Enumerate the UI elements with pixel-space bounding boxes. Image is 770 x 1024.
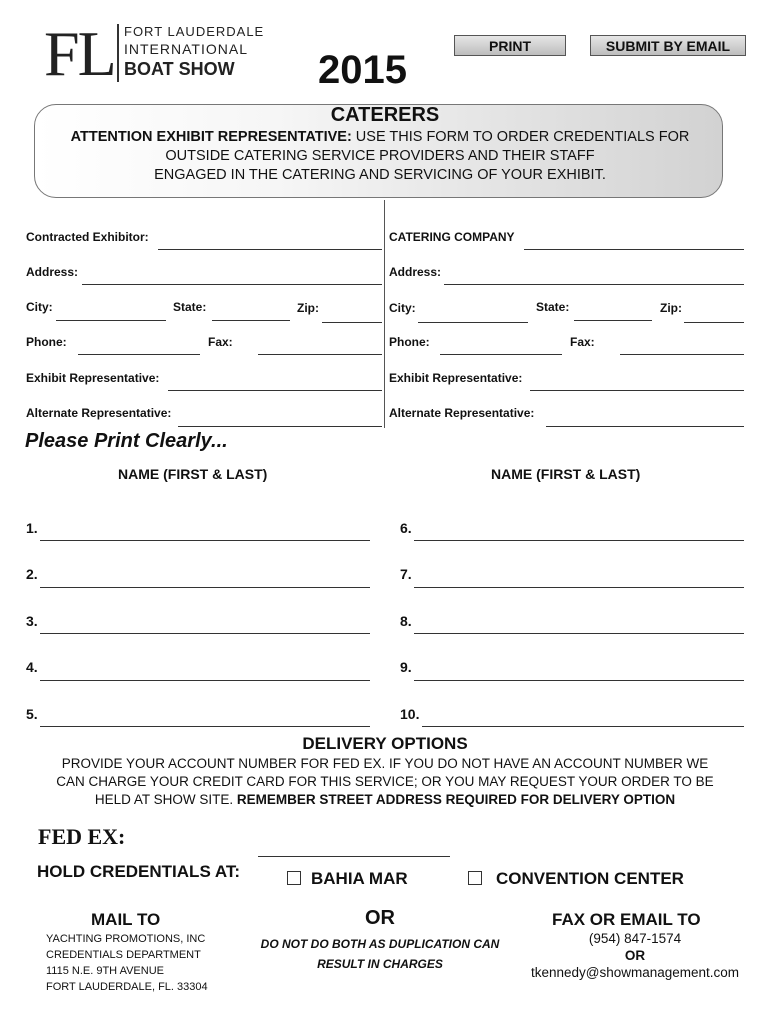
name-number: 9. [400,659,412,675]
caterer-city-field[interactable] [418,322,528,323]
name-field-10[interactable] [422,726,744,727]
caterer-exhibit-rep-field[interactable] [530,390,744,391]
fedex-label: FED EX: [38,824,126,849]
city-field[interactable] [56,320,166,321]
attention-label: ATTENTION EXHIBIT REPRESENTATIVE: [70,129,352,145]
logo-line-3: BOAT SHOW [124,59,235,79]
name-number: 6. [400,520,412,536]
fax-email-heading: FAX OR EMAIL TO [552,910,701,929]
exhibitor-field[interactable] [158,249,382,250]
mail-address [46,931,208,995]
address-line: 1115 N.E. 9TH AVENUE [46,965,164,977]
caterer-state-field[interactable] [574,320,652,321]
convention-center-checkbox[interactable] [468,871,482,885]
convention-center-label: CONVENTION CENTER [496,869,684,888]
duplication-warning-1: DO NOT DO BOTH AS DUPLICATION CAN [260,937,500,951]
name-field-2[interactable] [40,587,370,588]
form-title: CATERERS [330,104,440,126]
caterer-state-label: State: [536,300,570,314]
name-number: 4. [26,659,38,675]
names-header-right: NAME (FIRST & LAST) [491,466,641,482]
alt-rep-field[interactable] [178,426,382,427]
address-field[interactable] [82,284,382,285]
form-year: 2015 [318,48,407,92]
caterer-phone-label: Phone: [389,335,430,349]
name-number: 5. [26,706,38,722]
column-divider [384,200,385,428]
alt-rep-label: Alternate Representative: [26,406,172,420]
address-line: FORT LAUDERDALE, FL. 33304 [46,981,208,993]
delivery-line-1: PROVIDE YOUR ACCOUNT NUMBER FOR FED EX. IF YOU DO NOT HAVE AN ACCOUNT NUMBER WE [61,756,709,771]
delivery-line-2: CAN CHARGE YOUR CREDIT CARD FOR THIS SERVICE; OR YOU MAY REQUEST YOUR ORDER TO BE [56,774,714,789]
address-label: Address: [26,265,79,279]
catering-company-field[interactable] [524,249,744,250]
name-number: 10. [400,706,420,722]
fax-field[interactable] [258,354,382,355]
name-number: 2. [26,566,38,582]
print-clearly-note: Please Print Clearly... [25,430,228,452]
fax-label: Fax: [208,335,233,349]
caterer-phone-field[interactable] [440,354,562,355]
fax-number: (954) 847-1574 [588,931,682,946]
name-field-6[interactable] [414,540,744,541]
caterer-zip-field[interactable] [684,322,744,323]
address-line: YACHTING PROMOTIONS, INC [46,933,206,945]
delivery-line-3 [30,791,740,809]
names-header-left: NAME (FIRST & LAST) [118,466,268,482]
fedex-account-field[interactable] [258,856,450,857]
banner-line-2: OUTSIDE CATERING SERVICE PROVIDERS AND THEIR STAFF [165,148,595,164]
logo-line-1: FORT LAUDERDALE [124,24,265,39]
logo-mark: FL [44,18,115,89]
caterer-city-label: City: [389,301,416,315]
attention-line [40,128,720,147]
name-field-8[interactable] [414,633,744,634]
delivery-address-note: REMEMBER STREET ADDRESS REQUIRED FOR DELIVERY OPTION [236,792,676,807]
name-field-3[interactable] [40,633,370,634]
phone-field[interactable] [78,354,200,355]
duplication-warning-2: RESULT IN CHARGES [317,957,443,971]
hold-credentials-label: HOLD CREDENTIALS AT: [37,862,241,881]
submit-by-email-button[interactable]: SUBMIT BY EMAIL [590,35,746,56]
caterer-zip-label: Zip: [660,301,682,315]
name-field-7[interactable] [414,587,744,588]
logo-line-2: INTERNATIONAL [124,41,248,57]
logo-divider [117,24,119,82]
caterer-fax-field[interactable] [620,354,744,355]
state-field[interactable] [212,320,290,321]
caterer-fax-label: Fax: [570,335,595,349]
zip-field[interactable] [322,322,382,323]
name-number: 8. [400,613,412,629]
print-button[interactable]: PRINT [454,35,566,56]
exhibit-rep-label: Exhibit Representative: [26,371,160,385]
attention-text: USE THIS FORM TO ORDER CREDENTIALS FOR [351,129,690,145]
name-number: 3. [26,613,38,629]
caterer-address-label: Address: [389,265,442,279]
mail-to-heading: MAIL TO [91,910,161,929]
name-field-5[interactable] [40,726,370,727]
exhibit-rep-field[interactable] [168,390,382,391]
banner-line-3: ENGAGED IN THE CATERING AND SERVICING OF YOUR EXHIBIT. [154,167,606,183]
caterer-exhibit-rep-label: Exhibit Representative: [389,371,523,385]
address-line: CREDENTIALS DEPARTMENT [46,949,201,961]
zip-label: Zip: [297,301,319,315]
contact-email[interactable]: tkennedy@showmanagement.com [530,965,740,980]
delivery-options-title: DELIVERY OPTIONS [302,734,468,753]
name-number: 7. [400,566,412,582]
name-field-4[interactable] [40,680,370,681]
exhibitor-label: Contracted Exhibitor: [26,230,149,244]
name-field-1[interactable] [40,540,370,541]
bahia-mar-label: BAHIA MAR [311,869,408,888]
caterer-alt-rep-field[interactable] [546,426,744,427]
state-label: State: [173,300,207,314]
name-number: 1. [26,520,38,536]
phone-label: Phone: [26,335,67,349]
name-field-9[interactable] [414,680,744,681]
city-label: City: [26,300,53,314]
caterer-address-field[interactable] [444,284,744,285]
bahia-mar-checkbox[interactable] [287,871,301,885]
catering-company-label: CATERING COMPANY [389,230,515,244]
or-small: OR [624,948,646,963]
caterer-alt-rep-label: Alternate Representative: [389,406,535,420]
or-divider: OR [365,907,395,929]
delivery-line-3-text: HELD AT SHOW SITE. [94,792,237,807]
